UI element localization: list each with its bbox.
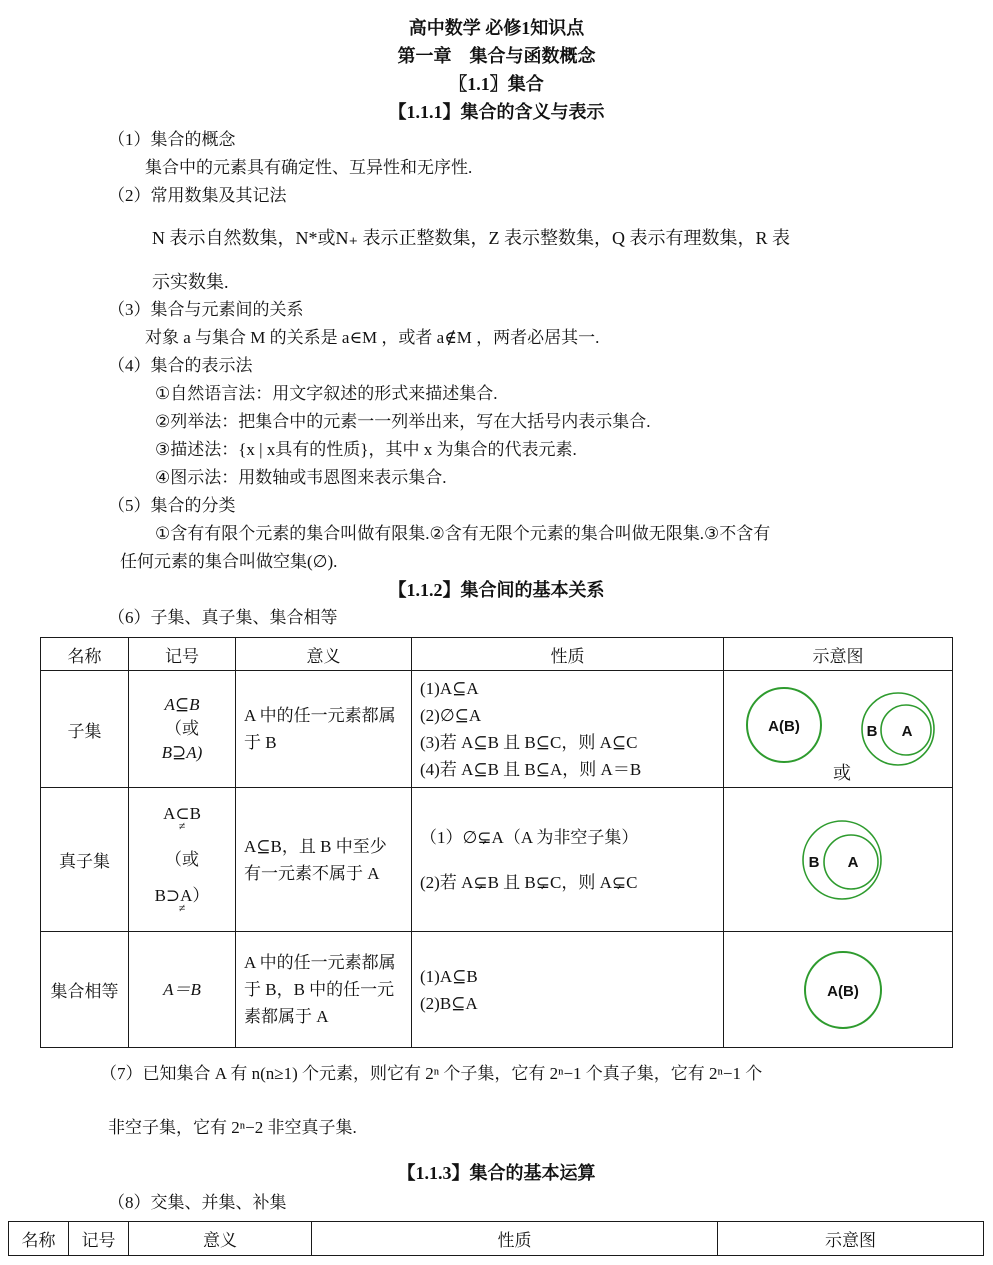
- venn-label-a: A: [901, 723, 912, 740]
- symbol-line: A＝B: [163, 979, 201, 999]
- column-header-meaning: 意义: [129, 1222, 312, 1256]
- or-label: 或: [832, 763, 851, 783]
- item-5-label: （5）集合的分类: [108, 496, 236, 515]
- symbol-line: （或: [165, 719, 199, 738]
- item-5-line1: ①含有有限个元素的集合叫做有限集.②含有无限个元素的集合叫做无限集.③不含有: [155, 524, 771, 543]
- property-line: （1）∅⊊A（A 为非空子集）: [420, 827, 639, 847]
- item-4-sub-1: ①自然语言法：用文字叙述的形式来描述集合.: [155, 384, 498, 403]
- venn-label-a: A: [847, 853, 858, 871]
- venn-subset-diagram: [726, 675, 951, 783]
- not-equal-mark: ≠: [178, 900, 186, 915]
- property-line: (4)若 A⊆B 且 B⊆A，则 A＝B: [420, 760, 642, 779]
- cell-properties: [412, 671, 724, 788]
- table-header-row: [41, 638, 953, 671]
- table-header-row: [9, 1222, 984, 1256]
- symbol-line: （或: [165, 849, 199, 869]
- item-2-label: （2）常用数集及其记法: [108, 186, 287, 205]
- item-1-body: 集合中的元素具有确定性、互异性和无序性.: [145, 158, 473, 177]
- item-1-label: （1）集合的概念: [108, 130, 236, 149]
- column-header-property: 性质: [412, 638, 724, 671]
- cell-diagram: [724, 788, 953, 932]
- column-header-symbol: 记号: [69, 1222, 129, 1256]
- heading-1-1-1: 【1.1.1】集合的含义与表示: [388, 102, 605, 122]
- item-4-sub-4: ④图示法：用数轴或韦恩图来表示集合.: [155, 468, 447, 487]
- heading-1-1-2: 【1.1.2】集合间的基本关系: [388, 580, 605, 600]
- column-header-diagram: 示意图: [724, 638, 953, 671]
- column-header-name: 名称: [9, 1222, 69, 1256]
- item-3-body: 对象 a 与集合 M 的关系是 a∈M ，或者 a∉M ，两者必居其一.: [145, 328, 600, 347]
- column-header-property: 性质: [312, 1222, 718, 1256]
- item-3-label: （3）集合与元素间的关系: [108, 300, 304, 319]
- venn-label-ab: A(B): [826, 982, 859, 1000]
- cell-meaning: A 中的任一元素都属于 B: [236, 671, 412, 788]
- subset-relations-table: [40, 637, 953, 1048]
- set-operations-table: [8, 1221, 984, 1256]
- cell-properties: [412, 788, 724, 932]
- column-header-diagram: 示意图: [718, 1222, 984, 1256]
- venn-equal-sets-diagram: [726, 940, 951, 1040]
- cell-name: 集合相等: [41, 932, 129, 1048]
- property-line: (1)A⊆B: [420, 966, 478, 986]
- cell-properties: [412, 932, 724, 1048]
- column-header-symbol: 记号: [129, 638, 236, 671]
- item-4-sub-2: ②列举法：把集合中的元素一一列举出来，写在大括号内表示集合.: [155, 412, 651, 431]
- table-row-proper-subset: [41, 788, 953, 932]
- cell-symbol: [129, 671, 236, 788]
- property-line: (2)∅⊆A: [420, 706, 482, 725]
- symbol-line: B⊃A）: [154, 885, 210, 905]
- cell-diagram: [724, 671, 953, 788]
- item-4-sub-3: ③描述法：{x | x具有的性质}，其中 x 为集合的代表元素.: [155, 440, 577, 459]
- column-header-meaning: 意义: [236, 638, 412, 671]
- venn-label-ab: A(B): [767, 718, 800, 735]
- cell-name: 子集: [41, 671, 129, 788]
- item-7-line1: （7）已知集合 A 有 n(n≥1) 个元素，则它有 2ⁿ 个子集，它有 2ⁿ−1 个真子集，它有 2ⁿ−1 个: [100, 1064, 763, 1083]
- item-4-label: （4）集合的表示法: [108, 356, 253, 375]
- cell-meaning: A 中的任一元素都属于 B，B 中的任一元素都属于 A: [236, 932, 412, 1048]
- symbol-line: A⊆B: [164, 695, 200, 714]
- not-equal-mark: ≠: [178, 818, 186, 833]
- cell-diagram: [724, 932, 953, 1048]
- table-row-subset: [41, 671, 953, 788]
- venn-label-b: B: [808, 853, 819, 871]
- property-line: (3)若 A⊆B 且 B⊆C，则 A⊆C: [420, 733, 638, 752]
- property-line: (1)A⊆A: [420, 679, 479, 698]
- table-row-set-equality: [41, 932, 953, 1048]
- property-line: (2)B⊆A: [420, 993, 478, 1013]
- item-8-label: （8）交集、并集、补集: [108, 1193, 287, 1212]
- venn-proper-subset-diagram: [726, 800, 951, 920]
- cell-meaning: A⊆B，且 B 中至少有一元素不属于 A: [236, 788, 412, 932]
- symbol-line: A⊂B: [163, 803, 201, 823]
- item-2-formula-line1: N 表示自然数集，N*或N₊ 表示正整数集，Z 表示整数集，Q 表示有理数集，R 表: [152, 228, 790, 248]
- chapter-title: 第一章 集合与函数概念: [397, 46, 596, 66]
- item-6-label: （6）子集、真子集、集合相等: [108, 608, 338, 627]
- column-header-name: 名称: [41, 638, 129, 671]
- venn-label-b: B: [866, 723, 877, 740]
- doc-title: 高中数学 必修1知识点: [408, 18, 585, 38]
- item-7-line2: 非空子集，它有 2ⁿ−2 非空真子集.: [108, 1118, 357, 1137]
- cell-symbol: [129, 788, 236, 932]
- symbol-line: B⊇A): [161, 743, 203, 762]
- property-line: (2)若 A⊊B 且 B⊊C，则 A⊊C: [420, 872, 638, 892]
- cell-name: 真子集: [41, 788, 129, 932]
- item-2-formula-line2: 示实数集.: [152, 272, 229, 292]
- cell-symbol: [129, 932, 236, 1048]
- item-5-line2: 任何元素的集合叫做空集(∅).: [120, 552, 338, 571]
- section-title: 〖1.1〗集合: [449, 74, 544, 94]
- heading-1-1-3: 【1.1.3】集合的基本运算: [397, 1163, 596, 1183]
